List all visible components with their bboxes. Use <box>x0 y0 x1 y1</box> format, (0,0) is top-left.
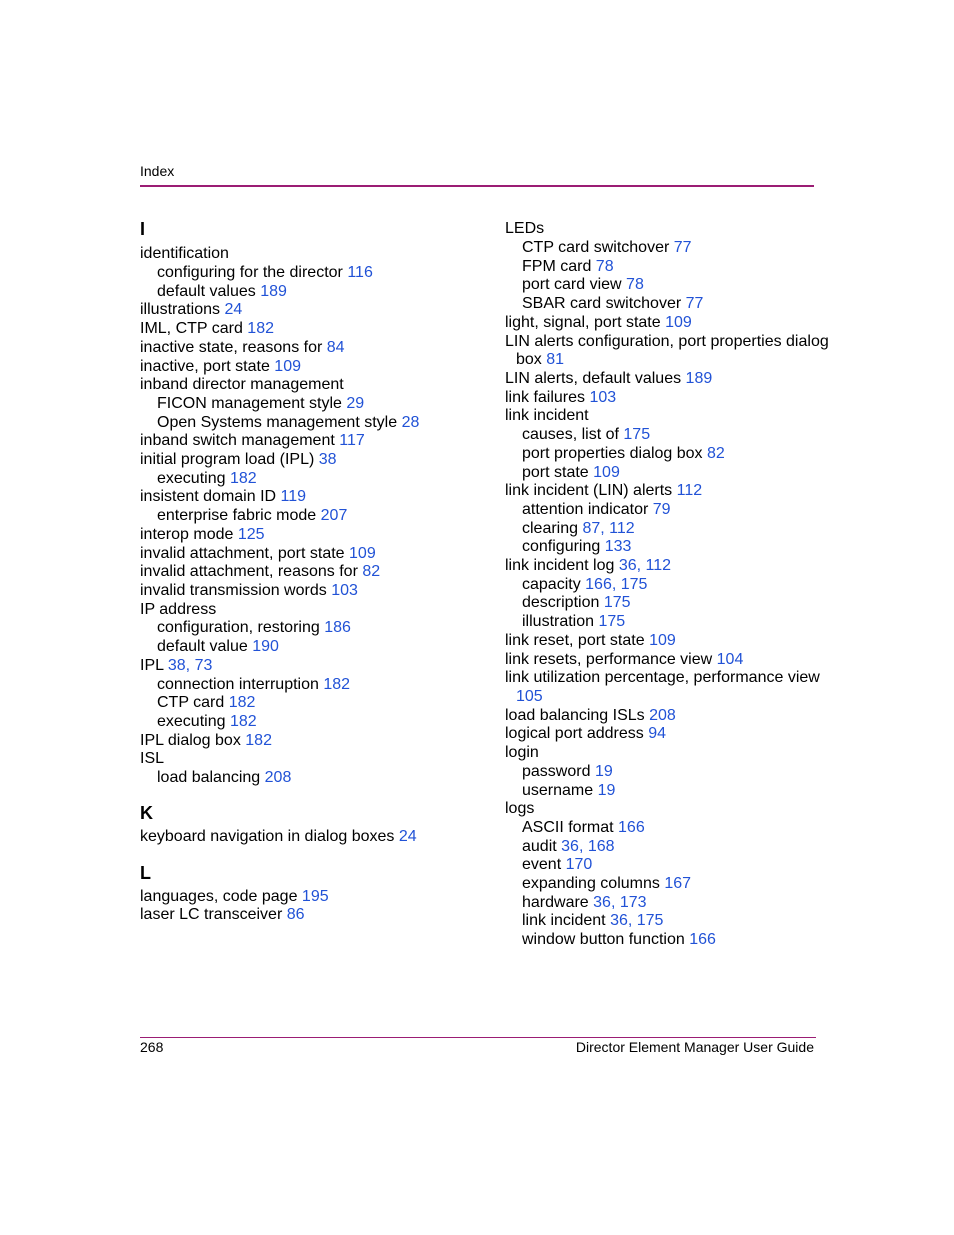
index-entry <box>505 332 829 351</box>
page-reference-link[interactable]: 109 <box>649 632 676 649</box>
index-term: logical port address <box>505 725 644 742</box>
index-subentry <box>522 612 625 631</box>
page-reference-link[interactable]: 186 <box>324 619 351 636</box>
page-reference-link[interactable]: 38 <box>318 451 337 468</box>
index-subentry <box>157 618 351 637</box>
index-term: invalid attachment, port state <box>140 545 345 562</box>
index-entry <box>140 357 301 376</box>
index-subentry <box>157 394 364 413</box>
index-entry <box>140 827 417 846</box>
index-term: login <box>505 744 539 761</box>
index-entry <box>140 905 305 924</box>
index-subentry <box>522 593 631 612</box>
index-subentry: clearing 87, 112 <box>522 520 635 537</box>
index-entry <box>140 375 344 394</box>
index-term: link incident <box>505 407 589 424</box>
index-term: Open Systems management style <box>157 414 398 431</box>
page-reference-link[interactable]: 208 <box>264 769 292 786</box>
index-entry <box>140 887 329 906</box>
page-reference-link[interactable]: 112 <box>609 520 635 537</box>
page-reference-link[interactable]: 104 <box>716 651 744 668</box>
index-term: invalid transmission words <box>140 582 327 599</box>
page-reference-link[interactable]: 109 <box>274 358 301 375</box>
index-term: light, signal, port state <box>505 314 661 331</box>
page-reference-link[interactable]: 109 <box>349 545 376 562</box>
index-term: default value <box>157 638 248 655</box>
document-title: Director Element Manager User Guide <box>575 1039 814 1055</box>
index-term: keyboard navigation in dialog boxes <box>140 828 395 845</box>
page-reference-link[interactable]: 29 <box>346 395 365 412</box>
index-entry <box>505 388 616 407</box>
index-subentry <box>522 874 691 893</box>
page-reference-link[interactable]: 182 <box>245 732 272 749</box>
index-subentry: capacity 166, 175 <box>522 576 648 593</box>
index-subentry <box>522 294 703 313</box>
index-term: description <box>522 594 600 611</box>
index-term: connection interruption <box>157 676 319 693</box>
index-term: enterprise fabric mode <box>157 507 317 524</box>
index-term: IPL dialog box <box>140 732 241 749</box>
index-term: languages, code page <box>140 888 298 905</box>
page-reference-link[interactable]: 175 <box>623 426 651 443</box>
index-term: link reset, port state <box>505 632 645 649</box>
section-heading: K <box>140 803 153 823</box>
index-subentry <box>157 469 257 488</box>
index-term: box <box>516 351 542 368</box>
page-reference-link[interactable]: 77 <box>673 239 692 256</box>
index-term: event <box>522 856 562 873</box>
index-entry <box>140 600 216 619</box>
index-term: password <box>522 763 591 780</box>
index-term: port card view <box>522 276 622 293</box>
index-term: identification <box>140 245 229 262</box>
index-subentry <box>522 444 725 463</box>
index-subentry <box>522 463 620 482</box>
index-term: insistent domain ID <box>140 488 277 505</box>
page-reference-link[interactable]: 133 <box>604 538 632 555</box>
index-term: IP address <box>140 601 217 618</box>
index-term: username <box>522 782 594 799</box>
index-subentry: hardware 36, 173 <box>522 894 647 911</box>
index-term: link resets, performance view <box>505 651 713 668</box>
index-term: interop mode <box>140 526 234 543</box>
page-reference-link[interactable]: 19 <box>594 763 613 780</box>
index-subentry <box>522 275 644 294</box>
page-reference-link[interactable]: 82 <box>707 445 725 462</box>
page-reference-link[interactable]: 167 <box>664 875 692 892</box>
index-term: configuring <box>522 538 601 555</box>
index-subentry <box>522 855 592 874</box>
page-reference-link[interactable]: 36 <box>618 557 637 574</box>
index-subentry <box>522 762 613 781</box>
index-term: illustrations <box>140 301 221 318</box>
index-term: port state <box>522 464 589 481</box>
page-reference-link[interactable]: 24 <box>224 301 243 318</box>
index-entry <box>140 731 272 750</box>
page-reference-link[interactable]: 173 <box>619 894 647 911</box>
index-term: clearing <box>522 520 579 537</box>
page-reference-link[interactable]: 166 <box>585 576 612 593</box>
index-term: attention indicator <box>522 501 649 518</box>
index-term: link incident log <box>505 557 615 574</box>
page-reference-link[interactable]: 77 <box>685 295 704 312</box>
index-subentry <box>157 675 350 694</box>
page-reference-link[interactable]: 87 <box>582 520 601 537</box>
index-term: SBAR card switchover <box>522 295 682 312</box>
index-term: illustration <box>522 613 595 630</box>
index-term: FICON management style <box>157 395 342 412</box>
index-term: executing <box>157 713 226 730</box>
page-reference-link[interactable]: 79 <box>652 501 671 518</box>
index-subentry <box>157 768 291 787</box>
index-entry <box>140 431 365 450</box>
index-term: CTP card switchover <box>522 239 670 256</box>
page-reference-link[interactable]: 166 <box>618 819 645 836</box>
page-reference-link[interactable]: 182 <box>229 470 257 487</box>
page-reference-link[interactable]: 168 <box>587 838 615 855</box>
page-reference-link[interactable]: 84 <box>326 339 345 356</box>
index-term: hardware <box>522 894 589 911</box>
index-subentry: audit 36, 168 <box>522 838 615 855</box>
index-entry <box>140 244 229 263</box>
page-reference-link[interactable]: 116 <box>347 264 373 281</box>
page-reference-link[interactable]: 190 <box>252 638 279 655</box>
index-term: audit <box>522 838 557 855</box>
index-subentry <box>522 781 615 800</box>
index-entry <box>505 706 676 725</box>
index-term: logs <box>505 800 535 817</box>
index-term: configuring for the director <box>157 264 343 281</box>
section-heading: I <box>140 219 146 239</box>
index-term: executing <box>157 470 226 487</box>
index-subentry <box>522 238 692 257</box>
index-subentry <box>157 712 257 731</box>
page-reference-link[interactable]: 103 <box>331 582 358 599</box>
page-reference-link[interactable]: 109 <box>593 464 620 481</box>
index-term: CTP card <box>157 694 225 711</box>
section-heading: L <box>140 863 151 883</box>
index-term: link incident (LIN) alerts <box>505 482 673 499</box>
index-subentry <box>522 257 614 276</box>
index-term: ISL <box>140 750 165 767</box>
index-term: inband director management <box>140 376 344 393</box>
index-entry: link incident log 36, 112 <box>505 557 672 574</box>
page-reference-link[interactable]: 24 <box>398 828 417 845</box>
index-entry <box>505 369 712 388</box>
index-entry <box>140 544 376 563</box>
index-term: inactive, port state <box>140 358 270 375</box>
index-subentry <box>157 637 279 656</box>
index-term: port properties dialog box <box>522 445 703 462</box>
footer-rule <box>140 1037 816 1038</box>
index-entry <box>140 562 380 581</box>
index-term: configuration, restoring <box>157 619 320 636</box>
index-entry <box>505 650 743 669</box>
index-entry <box>516 350 564 369</box>
index-subentry <box>157 263 373 282</box>
page-reference-link[interactable]: 175 <box>636 912 664 929</box>
index-entry <box>505 406 589 425</box>
page-reference-link[interactable]: 81 <box>546 351 565 368</box>
page-reference-link[interactable]: 189 <box>260 283 287 300</box>
index-entry <box>140 525 265 544</box>
page-reference-link[interactable]: 189 <box>685 370 713 387</box>
index-term: link utilization percentage, performance view <box>505 669 820 686</box>
index-term: load balancing ISLs <box>505 707 645 724</box>
page-reference-link[interactable]: 78 <box>595 258 614 275</box>
index-term: LIN alerts configuration, port properties dialog <box>505 333 829 350</box>
index-subentry <box>522 930 716 949</box>
page-reference-link[interactable]: 78 <box>626 276 644 293</box>
index-term: FPM card <box>522 258 592 275</box>
index-subentry: link incident 36, 175 <box>522 912 664 929</box>
index-subentry <box>157 693 255 712</box>
index-entry <box>505 631 676 650</box>
index-entry <box>505 799 534 818</box>
index-entry <box>505 668 820 687</box>
index-entry <box>140 450 337 469</box>
page-number: 268 <box>140 1039 164 1055</box>
index-entry <box>140 487 306 506</box>
page-reference-link[interactable]: 182 <box>229 713 257 730</box>
page-reference-link[interactable]: 36 <box>593 894 611 911</box>
page-reference-link[interactable]: 207 <box>320 507 348 524</box>
index-entry <box>140 581 358 600</box>
page-reference-link[interactable]: 38 <box>167 657 186 674</box>
page-reference-link[interactable]: 112 <box>676 482 703 499</box>
index-term: inband switch management <box>140 432 335 449</box>
index-term: load balancing <box>157 769 261 786</box>
index-entry <box>140 749 164 768</box>
index-term: inactive state, reasons for <box>140 339 323 356</box>
index-subentry <box>522 818 645 837</box>
index-term: window button function <box>522 931 685 948</box>
page-reference-link[interactable]: 86 <box>286 906 305 923</box>
index-entry <box>505 313 692 332</box>
index-term: IML, CTP card <box>140 320 243 337</box>
header-rule <box>140 185 814 187</box>
page-reference-link[interactable]: 182 <box>247 320 274 337</box>
index-term: initial program load (IPL) <box>140 451 315 468</box>
page-reference-link[interactable]: 103 <box>589 389 617 406</box>
page-reference-link[interactable]: 28 <box>401 414 420 431</box>
index-term: LEDs <box>505 220 545 237</box>
index-term: ASCII format <box>522 819 614 836</box>
index-term: link failures <box>505 389 586 406</box>
page-reference-link[interactable]: 73 <box>194 657 213 674</box>
page-reference-link[interactable]: 208 <box>649 707 676 724</box>
index-subentry <box>157 506 347 525</box>
page-reference-link[interactable]: 19 <box>597 782 616 799</box>
index-term: expanding columns <box>522 875 660 892</box>
index-entry <box>140 338 345 357</box>
index-entry: IPL 38, 73 <box>140 657 213 674</box>
page-reference-link[interactable]: 166 <box>689 931 716 948</box>
index-term: LIN alerts, default values <box>505 370 682 387</box>
index-subentry <box>522 537 631 556</box>
page-reference-link[interactable]: 175 <box>603 594 631 611</box>
page-reference-link[interactable]: 175 <box>620 576 648 593</box>
page-reference-link[interactable]: 125 <box>237 526 265 543</box>
index-entry <box>505 219 544 238</box>
index-term: laser LC transceiver <box>140 906 283 923</box>
index-entry <box>505 724 666 743</box>
page-reference-link[interactable]: 112 <box>645 557 672 574</box>
page-reference-link[interactable]: 195 <box>301 888 329 905</box>
page-reference-link[interactable]: 109 <box>665 314 692 331</box>
page-reference-link[interactable]: 105 <box>516 688 543 705</box>
page-reference-link[interactable]: 182 <box>228 694 256 711</box>
index-term: default values <box>157 283 256 300</box>
index-term: invalid attachment, reasons for <box>140 563 358 580</box>
page-reference-link[interactable]: 175 <box>598 613 626 630</box>
index-term: IPL <box>140 657 164 674</box>
page-reference-link[interactable]: 119 <box>280 488 307 505</box>
index-entry <box>505 743 539 762</box>
page-reference-link[interactable]: 82 <box>362 563 381 580</box>
index-subentry <box>522 425 650 444</box>
index-entry <box>140 319 274 338</box>
page-reference-link[interactable]: 170 <box>565 856 593 873</box>
index-term: capacity <box>522 576 581 593</box>
page-reference-link[interactable]: 36 <box>561 838 579 855</box>
index-term: causes, list of <box>522 426 619 443</box>
page-reference-link[interactable]: 117 <box>339 432 365 449</box>
page-reference-link[interactable]: 36 <box>610 912 628 929</box>
header-label: Index <box>140 163 175 179</box>
index-subentry <box>522 500 671 519</box>
index-entry <box>140 300 242 319</box>
index-entry <box>516 687 543 706</box>
index-term: link incident <box>522 912 606 929</box>
page-reference-link[interactable]: 182 <box>323 676 351 693</box>
page-reference-link[interactable]: 94 <box>648 725 666 742</box>
index-entry <box>505 481 702 500</box>
index-subentry <box>157 413 419 432</box>
index-subentry <box>157 282 287 301</box>
